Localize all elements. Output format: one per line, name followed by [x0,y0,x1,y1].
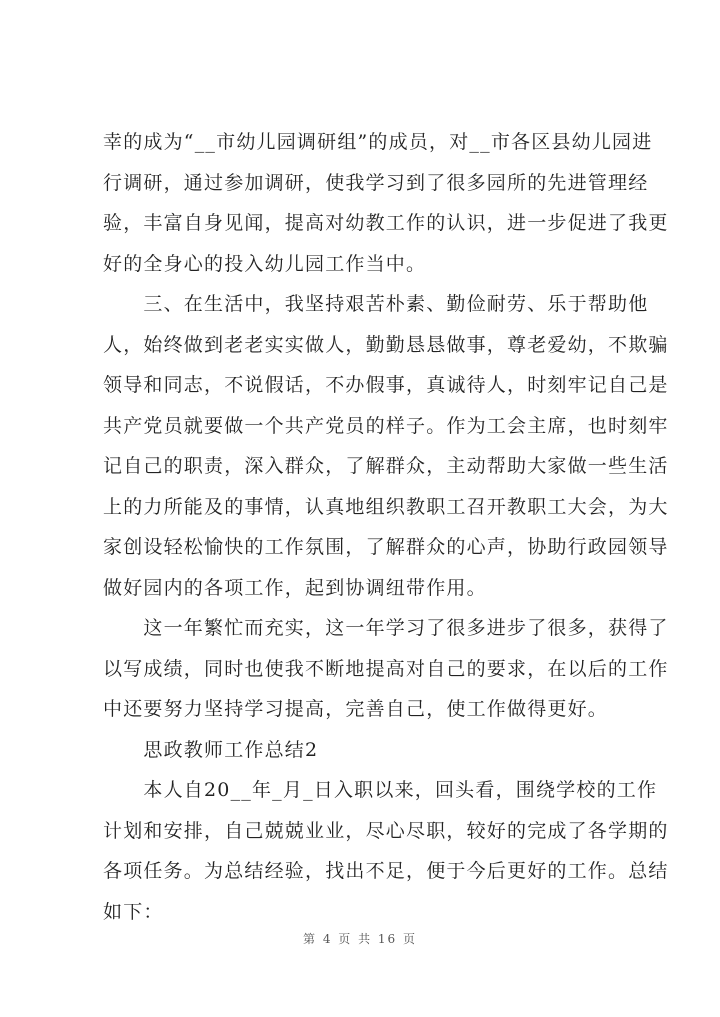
section-heading: 思政教师工作总结2 [103,738,319,761]
text-line: 幸的成为“__市幼儿园调研组”的成员，对__市各区县幼儿园进 [103,131,653,153]
page-number-footer: 第 4 页 共 16 页 [303,932,417,946]
text-line: 中还要努力坚持学习提高，完善自己，使工作做得更好。 [103,698,609,720]
text-line: 好的全身心的投入幼儿园工作当中。 [103,252,427,275]
text-line: 如下： [103,900,164,923]
paragraph-start: 本人自20__年_月_日入职以来，回头看，围绕学校的工作 [103,779,658,801]
text-line: 共产党员就要做一个共产党员的样子。作为工会主席，也时刻牢 [103,414,669,437]
paragraph-start: 这一年繁忙而充实，这一年学习了很多进步了很多，获得了 [103,617,669,639]
text-line: 上的力所能及的事情，认真地组织教职工召开教职工大会，为大 [103,495,669,518]
paragraph-start: 三、在生活中，我坚持艰苦朴素、勤俭耐劳、乐于帮助他 [103,293,649,315]
text-line: 家创设轻松愉快的工作氛围，了解群众的心声，协助行政园领导 [103,536,669,558]
text-line: 以写成绩，同时也使我不断地提高对自己的要求，在以后的工作 [103,657,669,680]
text-line: 人，始终做到老老实实做人，勤勤恳恳做事，尊老爱幼，不欺骗 [103,333,669,356]
text-line: 领导和同志，不说假话，不办假事，真诚待人，时刻牢记自己是 [103,374,669,396]
text-line: 记自己的职责，深入群众，了解群众，主动帮助大家做一些生活 [103,455,669,477]
text-line: 验，丰富自身见闻，提高对幼教工作的认识，进一步促进了我更 [103,212,669,234]
document-body [103,122,669,932]
text-line: 行调研，通过参加调研，使我学习到了很多园所的先进管理经 [103,171,649,194]
text-line: 做好园内的各项工作，起到协调纽带作用。 [103,576,487,599]
text-line: 计划和安排，自己兢兢业业，尽心尽职，较好的完成了各学期的 [103,819,669,842]
text-line: 各项任务。为总结经验，找出不足，便于今后更好的工作。总结 [103,860,669,882]
